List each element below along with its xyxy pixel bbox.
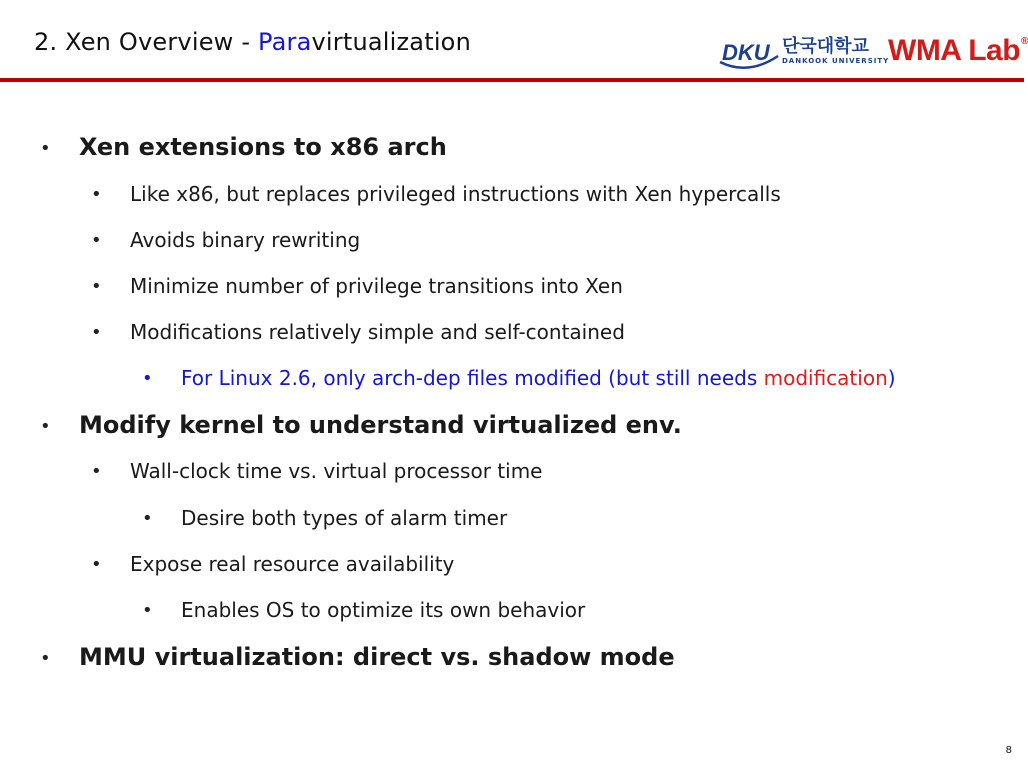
bullet-glyph: • [142,508,153,529]
bullet-text [181,366,896,390]
dku-english-name: DANKOOK UNIVERSITY [782,57,890,65]
bullet-text: Wall-clock time vs. virtual processor time [130,459,543,483]
bullet-glyph: • [91,276,102,297]
bullet-glyph: • [40,648,51,669]
bullet-glyph: • [91,184,102,205]
bullet-text: Minimize number of privilege transitions into Xen [130,274,623,298]
title-suffix: virtualization [311,28,471,56]
bullet-text: Expose real resource availability [130,552,455,576]
bullet-glyph: • [40,416,51,437]
bullet-text: Modifications relatively simple and self-contained [130,320,625,344]
bullet-glyph: • [142,600,153,621]
bullet-glyph: • [40,138,51,159]
bullet-text: Like x86, but replaces privileged instructions with Xen hypercalls [130,182,781,206]
bullet-text-highlight: modification [763,366,888,390]
dku-logo-mark-text: DKU [722,40,770,65]
title-prefix: 2. Xen Overview - [34,28,259,56]
bullet-text: Avoids binary rewriting [130,228,361,252]
bullet-glyph: • [91,230,102,251]
dku-korean-name: 단국대학교 [782,36,869,57]
bullet-glyph: • [142,368,153,389]
wma-lab-text: WMA Lab [888,34,1021,67]
bullet-text: Modify kernel to understand virtualized env. [79,411,682,439]
title-accent: Para [258,28,312,56]
registered-mark: ® [1021,36,1028,47]
bullet-glyph: • [91,461,102,482]
bullet-glyph: • [91,322,102,343]
bullet-text: Enables OS to optimize its own behavior [181,598,586,622]
bullet-text: Desire both types of alarm timer [181,506,508,530]
bullet-text: MMU virtualization: direct vs. shadow mode [79,643,675,671]
bullet-text: Xen extensions to x86 arch [79,133,447,161]
page-number: 8 [1005,745,1012,756]
bullet-text-prefix: For Linux 2.6, only arch-dep files modified (but still needs [181,366,764,390]
bullet-text-suffix: ) [887,366,896,390]
bullet-glyph: • [91,554,102,575]
